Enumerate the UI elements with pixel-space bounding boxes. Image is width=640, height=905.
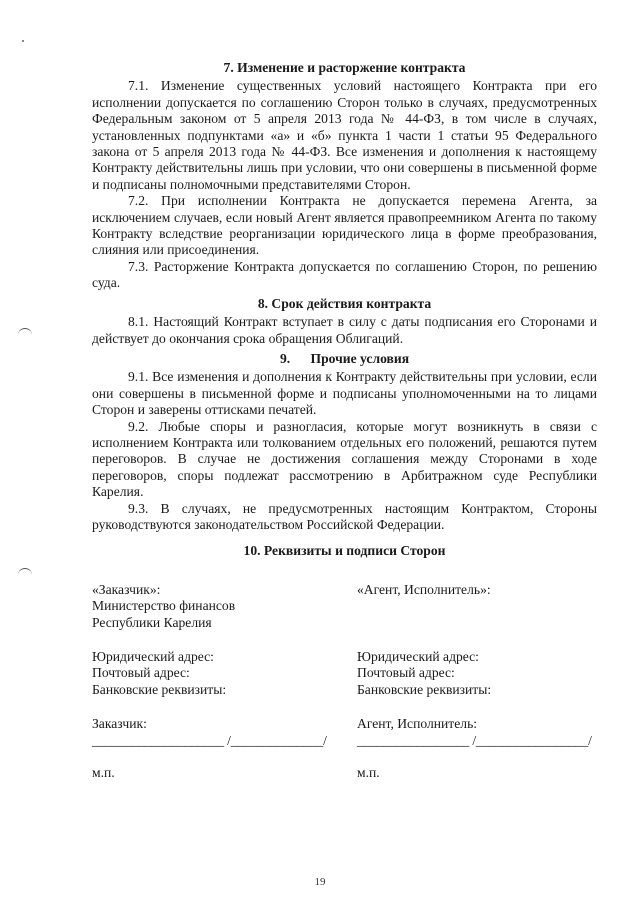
agent-column <box>357 582 597 782</box>
clause-7-3: 7.3. Расторжение Контракта допускается по соглашению Сторон, по решению суда. <box>92 258 597 291</box>
clause-8-1: 8.1. Настоящий Контракт вступает в силу с даты подписания его Сторонами и действует до окончания срока обращения Облигаций. <box>92 314 597 346</box>
customer-signature-line: ____________________ /______________/ <box>92 732 327 748</box>
document-page <box>92 60 597 782</box>
section-7-title: 7. Изменение и расторжение контракта <box>223 60 466 75</box>
scan-speck <box>22 40 24 42</box>
agent-signature-line: _________________ /_________________/ <box>357 732 592 748</box>
agent-role: «Агент, Исполнитель»: <box>357 581 491 597</box>
agent-postal-address: Почтовый адрес: <box>357 665 455 681</box>
customer-legal-address: Юридический адрес: <box>92 649 214 664</box>
section-8-title: 8. Срок действия контракта <box>257 295 432 311</box>
clause-9-3: 9.3. В случаях, не предусмотренных настоящим Контрактом, Стороны руководствуются законодательством Российской Федерации. <box>92 500 597 532</box>
agent-bank-details: Банковские реквизиты: <box>357 681 492 697</box>
section-9-title: 9. Прочие условия <box>279 350 410 366</box>
customer-stamp-place: м.п. <box>92 765 115 781</box>
binding-hole-mark <box>18 328 32 335</box>
customer-name-line2: Республики Карелия <box>92 614 212 630</box>
customer-bank-details: Банковские реквизиты: <box>92 681 227 697</box>
customer-name-line1: Министерство финансов <box>92 598 236 614</box>
clause-7-2: 7.2. При исполнении Контракта не допускается перемена Агента, за исключением случаев, если новый Агент является правопреемником Агента по такому Контракту вследствие реорганизации юридического лица в форме преобразования, слияния или присоединения. <box>92 193 597 258</box>
clause-9-2: 9.2. Любые споры и разногласия, которые могут возникнуть в связи с исполнением Контракта или толкованием отдельных его положений, решаются путем переговоров. В случае не достижения соглашения между Сторонами в ходе переговоров, споры подлежат рассмотрению в Арбитражном суде Республики Карелия. <box>92 418 597 500</box>
agent-stamp-place: м.п. <box>357 765 380 781</box>
agent-legal-address: Юридический адрес: <box>357 648 479 664</box>
signature-block <box>92 582 597 782</box>
agent-signer-label: Агент, Исполнитель: <box>357 716 478 732</box>
customer-signer-label: Заказчик: <box>92 716 147 732</box>
customer-column <box>92 581 327 782</box>
customer-postal-address: Почтовый адрес: <box>92 665 190 681</box>
customer-role: «Заказчик»: <box>92 581 161 597</box>
binding-hole-mark <box>18 568 32 575</box>
clause-9-1: 9.1. Все изменения и дополнения к Контракту действительны при условии, если они совершены в письменной форме и подписаны уполномоченными на то лицами Сторон и заверены оттисками печатей. <box>92 369 597 418</box>
section-10-title: 10. Реквизиты и подписи Сторон <box>243 543 446 559</box>
clause-7-1: 7.1. Изменение существенных условий настоящего Контракта при его исполнении допускается по соглашению Сторон только в случаях, предусмотренных Федеральным законом от 5 апреля 2013 года № 44-ФЗ, в том числе в случаях, установленных подпунктами «а» и «б» пункта 1 части 1 статьи 95 Федерального закона от 5 апреля 2013 года № 44-ФЗ. Все изменения и дополнения к настоящему Контракту действительны лишь при условии, что они совершены в письменной форме и подписаны полномочными представителями Сторон. <box>92 78 597 192</box>
page-number: 19 <box>314 876 326 888</box>
